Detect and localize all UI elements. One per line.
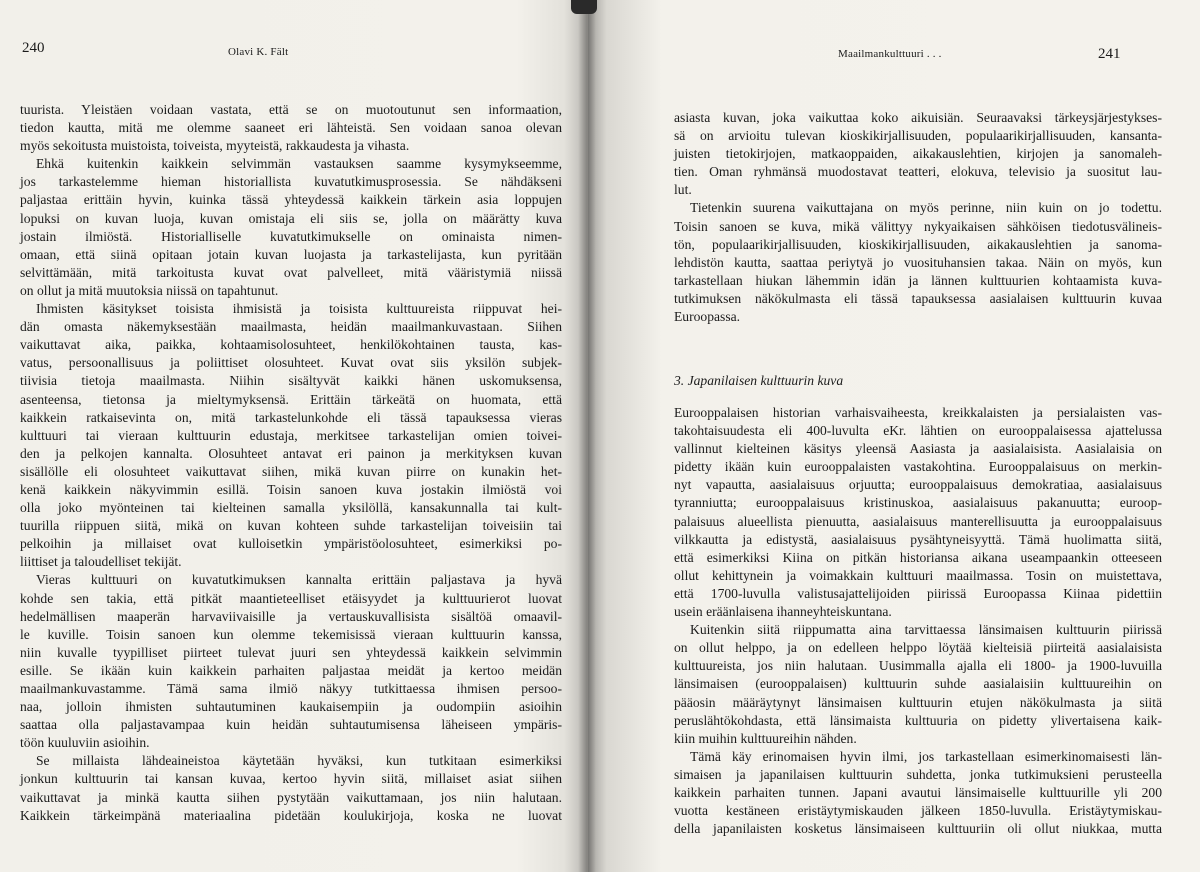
text-line: asiasta kuvan, joka vaikuttaa koko aikuisiän. Seuraavaksi tärkeysjärjestykses- <box>674 110 1162 125</box>
text-line: tien. Oman ryhmänsä muodostavat teatteri, elokuva, televisio ja suositut lau- <box>674 164 1162 180</box>
text-line: Vieras kulttuuri on kuvatutkimuksen kannalta erittäin paljastava ja hyvä <box>36 572 562 588</box>
text-line: palaisuus alueellista pienuutta, aasialaisuus manterellisuutta ja eurooppalaisuus <box>674 513 1162 529</box>
text-line: nyt vapautta, aasialaisuus orjuutta; eurooppalaisuus demokratiaa, aasialaisuus <box>674 477 1162 493</box>
section-heading: 3. Japanilaisen kulttuurin kuva <box>674 373 844 388</box>
text-line: Tämä käy erinomaisen hyvin ilmi, jos tarkastellaan esimerkinomaisesti län- <box>690 748 1162 764</box>
text-line: vallinnut kielteinen käsitys yleensä Aasiasta ja aasialaisista. Aasialaisia on <box>674 441 1162 457</box>
text-line: tön, populaarikirjallisuuden, kioskikirjallisuuden, aikakauslehtien ja sanoma- <box>674 236 1162 252</box>
text-line: Eurooppalaisen historian varhaisvaiheesta, kreikkalaisten ja persialaisten vas- <box>674 405 1162 420</box>
text-line: vilkkautta ja edistystä, aasialaisuus pysähtyneisyyttä. Tämä huolimatta siitä, <box>674 531 1162 547</box>
text-line: kohde sen takia, että pitkät maantieteelliset etäisyydet ja kulttuurierot luovat <box>20 590 562 606</box>
text-line: vatus, persoonallisuus ja poliittiset olosuhteet. Kuvat ovat siis yksilön subjek- <box>20 355 562 371</box>
text-line: että esimerkiksi Kiina on pitkän historiansa aikana useampaankin otteeseen <box>674 549 1162 565</box>
text-line: kaikkein ratkaisevinta on, mitä tarkastelunkohde eli tässä tapauksessa vieras <box>20 409 562 425</box>
text-line: lut. <box>674 182 692 198</box>
text-line: jonkun kulttuurin tai kansan kuvaa, kertoo hyvin siitä, millaiset asiat siihen <box>20 771 562 787</box>
text-line: liittiset ja taloudelliset tekijät. <box>20 554 182 570</box>
body-text <box>674 109 1162 326</box>
text-line: esille. Se ikään kuin kaikkein parhaiten paljastaa meidät ja kertoo meidän <box>20 662 562 678</box>
text-line: Euroopassa. <box>674 309 741 325</box>
text-line: den ja pelkojen kannalta. Olosuhteet antavat eri painon ja merkityksen kuvan <box>20 445 562 461</box>
text-line: kiin muihin kulttuureihin nähden. <box>674 730 857 746</box>
text-line: tiedon kautta, mitä me olemme saaneet eri lähteistä. Sen voidaan sanoa olevan <box>20 120 562 136</box>
text-line: olla joko myönteinen tai kielteinen samalla yksilöllä, kansakunnalla tai kult- <box>20 500 562 516</box>
text-line: kulttuureista, jos niin halutaan. Uusimmalla ajalla eli 1800- ja 1900-luvuilla <box>674 658 1162 674</box>
text-line: dän omasta näkemyksestään maailmasta, heidän maailmankuvastaan. Siihen <box>20 319 562 335</box>
text-line: että 1700-luvulla valistusajattelijoiden piirissä Euroopassa Kiinaa pidettiin <box>674 585 1162 601</box>
text-line: on ollut ja mitä muutoksia niissä on tapahtunut. <box>20 282 279 298</box>
text-line: lehdistön kautta, saattaa periytyä jo vuosituhansien takaa. Näin on myös, kun <box>674 254 1162 270</box>
text-line: Toisin sanoen se kuva, mikä välittyy nykyaikaisen sähköisen tiedotusvälineis- <box>674 218 1162 234</box>
text-line: kaikkein parhaiten tunnen. Japani avautui länsimaiselle kulttuurille yli 200 <box>674 784 1162 800</box>
page-number: 240 <box>22 40 45 56</box>
running-head: Maailmankulttuuri . . . <box>838 48 942 60</box>
running-head: Olavi K. Fält <box>228 46 289 58</box>
text-line: juisten tietokirjojen, matkaoppaiden, aikakauslehtien, kirjojen ja sanomaleh- <box>674 146 1162 162</box>
right-page <box>588 0 1200 872</box>
text-line: usein eräänlaisena ihanneyhteiskuntana. <box>674 604 892 620</box>
text-line: myös sekoitusta muistoista, toiveista, myyteistä, rakkaudesta ja vihasta. <box>20 138 410 154</box>
text-line: tarkastellaan hiukan lähemmin idän ja lännen kulttuurien kohtaamista kuva- <box>674 272 1162 288</box>
text-line: Kaikkein tärkeimpänä materiaalina pidetään koulukirjoja, koska ne luovat <box>20 807 562 823</box>
text-line: sisällölle eli olosuhteet vaikuttavat siihen, mikä kuvan piirre on kunakin het- <box>20 463 562 479</box>
text-line: Kuitenkin siitä riippumatta aina tarvittaessa länsimaisen kulttuurin piirissä <box>690 622 1162 638</box>
text-line: peruslähtökohdasta, että länsimaista kulttuuria on pidetty ylivertaisena kaik- <box>674 712 1162 728</box>
book-gutter <box>578 0 596 872</box>
body-text <box>674 404 1162 838</box>
text-line: kulttuuri tai vieraan kulttuurin edustaja, merkitsee tarkastelijan omien toivei- <box>20 427 562 443</box>
text-line: jos tarkastelemme hieman historiallista kuvatutkimusprosessia. Se nähdäkseni <box>20 174 562 190</box>
book-spine <box>571 0 597 14</box>
text-line: Tietenkin suurena vaikuttajana on myös perinne, niin kuin on jo todettu. <box>690 200 1162 216</box>
text-line: pidetty ikään kuin eurooppalaisten vastakohtina. Eurooppalaisuus on merkin- <box>674 459 1162 475</box>
text-line: vuotta kestäneen eristäytymiskauden jälkeen 1850-luvulla. Eristäytymiskau- <box>674 803 1162 819</box>
text-line: saattaa olla paljastavampaa kuin heidän suhtautumisensa läheiseen ympäris- <box>20 717 562 733</box>
text-line: takohtaisuudesta eli 400-luvulta eKr. lähtien on eurooppalaisessa ajattelussa <box>674 423 1162 439</box>
text-line: kenä kaikkein näkyvimmin esillä. Toisin sanoen kuva jostakin ilmiöstä voi <box>20 481 562 497</box>
text-line: selvittämään, mitä tarkoitusta kuvat ovat palvelleet, mitä vääristymiä niissä <box>20 264 562 280</box>
text-line: tutkimuksen näkökulmasta eli tässä tapauksessa aasialaisen kulttuurin kuvaa <box>674 290 1162 306</box>
text-line: tyranniutta; eurooppalaisuus kristinuskoa, aasialaisuus pakanuutta; euroop- <box>674 495 1162 511</box>
text-line: hedelmällisen maaperän harvaviivaisille ja vertauskuvallisista sisältöä omaavil- <box>20 608 562 624</box>
text-line: Se millaista lähdeaineistoa käytetään hyväksi, kun tutkitaan esimerkiksi <box>36 753 562 769</box>
text-line: le kuville. Toisin sanoen kun olemme tekemisissä vieraan kulttuurin kanssa, <box>20 626 562 642</box>
text-line: asenteensa, tietonsa ja mieltymyksensä. Erittäin tärkeätä on huomata, että <box>20 391 562 407</box>
text-line: naa, jolloin ihmisten suhtautuminen kaukaisempiin ja oudompiin asioihin <box>20 699 562 715</box>
text-line: vaikuttavat aika, paikka, kohtaamisolosuhteet, henkilökohtainen tausta, kas- <box>20 337 562 353</box>
text-line: lopuksi on kuvan luoja, kuvan omistaja eli siis se, jolla on määrätty kuva <box>20 210 562 226</box>
text-line: töön kuuluviin asioihin. <box>20 735 150 751</box>
text-line: paljastaa erittäin hyvin, kuinka tässä yhteydessä kaikkein tärkein asia loppujen <box>20 192 562 208</box>
text-line: jostain ilmiöstä. Historialliselle kuvatutkimukselle on ominaista nimen- <box>20 228 562 244</box>
text-line: tuurilla riippuen siitä, mikä on kuvan kohteen suhde tarkastelijan toiveisiin tai <box>20 518 562 534</box>
text-line: tuurista. Yleistäen voidaan vastata, että se on muotoutunut sen informaation, <box>20 102 562 117</box>
text-line: Ehkä kuitenkin kaikkein selvimmän vastauksen saamme kysymykseemme, <box>36 156 562 172</box>
text-line: tiivisia tietoja maailmasta. Niihin sisältyvät kaikki hänen uskomuksensa, <box>20 373 562 389</box>
text-line: sä on arvioitu tulevan kioskikirjallisuuden, populaarikirjallisuuden, kansanta- <box>674 128 1162 144</box>
text-line: Ihmisten käsitykset toisista ihmisistä ja toisista kulttuureista riippuvat hei- <box>36 301 562 317</box>
text-line: on ollut helppo, ja on edelleen helppo löytää kielteisiä piirteitä aasialaisista <box>674 640 1162 656</box>
left-page <box>0 0 588 872</box>
text-line: pelkoihin ja millaiset ovat kulloisetkin ympäristöolosuhteet, esimerkiksi po- <box>20 536 562 552</box>
page-number: 241 <box>1098 46 1121 62</box>
text-line: pääosin määräytynyt länsimaisen kulttuurin etujen näkökulmasta ja siitä <box>674 694 1162 710</box>
text-line: niin kuvalle tyypilliset piirteet tulevat juuri sen yhteydessä kaikkein selvimmin <box>20 644 562 660</box>
text-line: vaikuttavat ja minkä kautta siihen pystytään vaikuttamaan, jos niin halutaan. <box>20 789 562 805</box>
text-line: länsimaisen (eurooppalaisen) kulttuurin suhde aasialaisiin kulttuureihin on <box>674 676 1162 692</box>
text-line: della japanilaisten kosketus länsimaiseen kulttuuriin oli ollut niukkaa, mutta <box>674 821 1162 837</box>
text-line: ollut kehittynein ja voimakkain kulttuuri maailmassa. Tosin on muistettava, <box>674 567 1162 583</box>
text-line: omaan, että siinä opitaan jotain kuvan luojasta ja tarkastelijasta, kun pyritään <box>20 246 562 262</box>
text-line: maailmankuvastamme. Tämä sama ilmiö näkyy tutkittaessa ihmisen persoo- <box>20 681 562 696</box>
body-text <box>20 101 562 825</box>
text-line: simaisen ja japanilaisen kulttuurin suhdetta, jonka tutkimuksieni perusteella <box>674 766 1162 782</box>
